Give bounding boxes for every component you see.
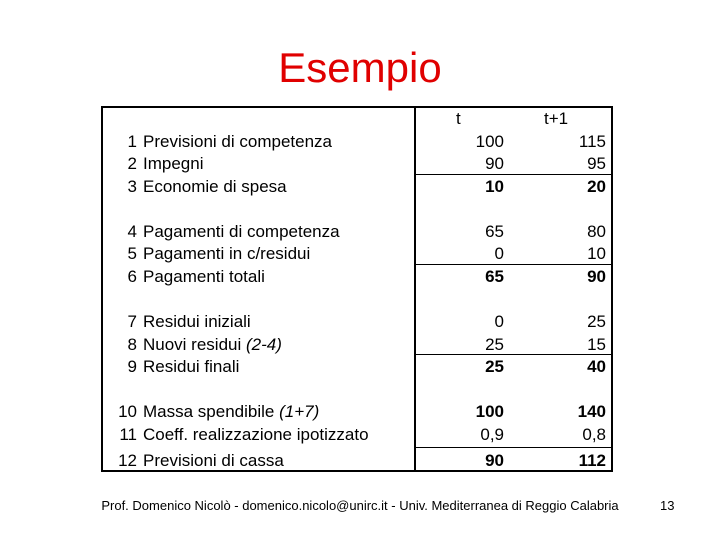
- row-label: [143, 176, 287, 198]
- table-row: [103, 243, 611, 265]
- row-number: 11: [119, 425, 137, 444]
- footer-credit: Prof. Domenico Nicolò - domenico.nicolo@unirc.it - Univ. Mediterranea di Reggio Calabria: [101, 498, 619, 513]
- row-number: 4: [127, 222, 137, 241]
- column-header-t1: t+1: [544, 109, 569, 128]
- row-label: [143, 266, 265, 288]
- cell-value-t: 25: [485, 335, 504, 354]
- table-row: [103, 131, 611, 153]
- table-row: [103, 401, 611, 423]
- cell-value-t: 100: [475, 132, 504, 151]
- row-label: [143, 424, 369, 446]
- cell-value-t: 0: [494, 312, 504, 331]
- sum-line-4: [416, 447, 612, 448]
- cell-value-t1: 115: [578, 132, 606, 151]
- cell-value-t: 0,9: [480, 425, 504, 444]
- column-header-t: t: [456, 109, 461, 128]
- cell-value-t: 65: [485, 267, 504, 286]
- row-label: [143, 131, 332, 153]
- row-label: [143, 401, 319, 423]
- cell-value-t1: 25: [587, 312, 606, 331]
- row-label: [143, 356, 239, 378]
- table-row: [103, 266, 611, 288]
- row-number: 2: [127, 154, 137, 173]
- row-label-text: Nuovi residui: [143, 335, 242, 354]
- cell-value-t1: 15: [587, 335, 606, 354]
- cell-value-t1: 95: [587, 154, 606, 173]
- row-number: 8: [127, 335, 137, 354]
- row-label: [143, 334, 282, 356]
- row-label-text: Pagamenti totali: [143, 267, 265, 286]
- table-row: [103, 176, 611, 198]
- cell-value-t: 0: [494, 244, 504, 263]
- row-label-text: Impegni: [143, 154, 204, 173]
- row-formula-note: (2-4): [246, 335, 282, 354]
- row-label-text: Massa spendibile: [143, 402, 275, 421]
- cell-value-t: 65: [485, 222, 504, 241]
- table-row: [103, 334, 611, 356]
- row-label: [143, 153, 203, 175]
- row-number: 3: [127, 177, 137, 196]
- cell-value-t1: 10: [587, 244, 606, 263]
- row-label-text: Previsioni di competenza: [143, 132, 332, 151]
- row-label-text: Previsioni di cassa: [143, 451, 284, 470]
- row-formula-note: (1+7): [279, 402, 320, 421]
- row-number: 9: [127, 357, 137, 376]
- cell-value-t: 90: [485, 154, 504, 173]
- row-number: 5: [127, 244, 137, 263]
- cell-value-t1: 80: [587, 222, 606, 241]
- cell-value-t: 25: [485, 357, 504, 376]
- row-number: 7: [127, 312, 137, 331]
- row-label: [143, 221, 340, 243]
- page-number: 13: [660, 498, 675, 513]
- cell-value-t1: 112: [578, 451, 606, 470]
- row-label-text: Residui finali: [143, 357, 240, 376]
- cell-value-t1: 140: [577, 402, 606, 421]
- row-label-text: Pagamenti di competenza: [143, 222, 340, 241]
- row-label-text: Economie di spesa: [143, 177, 287, 196]
- cell-value-t: 10: [485, 177, 504, 196]
- table-row: [103, 311, 611, 333]
- cell-value-t1: 90: [587, 267, 606, 286]
- cell-value-t: 100: [475, 402, 504, 421]
- cell-value-t: 90: [485, 451, 504, 470]
- table-row: [103, 356, 611, 378]
- row-number: 10: [118, 402, 137, 421]
- row-label-text: Coeff. realizzazione ipotizzato: [143, 425, 369, 444]
- row-label-text: Pagamenti in c/residui: [143, 244, 311, 263]
- row-label-text: Residui iniziali: [143, 312, 251, 331]
- cell-value-t1: 0,8: [582, 425, 606, 444]
- row-label: [143, 311, 251, 333]
- table-row: [103, 221, 611, 243]
- table-row: [103, 450, 611, 472]
- row-number: 1: [127, 132, 137, 151]
- cell-value-t1: 40: [587, 357, 606, 376]
- row-number: 12: [118, 451, 137, 470]
- row-label: [143, 243, 310, 265]
- row-number: 6: [127, 267, 137, 286]
- table-row: [103, 153, 611, 175]
- table-row: [103, 424, 611, 446]
- slide-title: Esempio: [278, 44, 442, 91]
- row-label: [143, 450, 284, 472]
- cell-value-t1: 20: [587, 177, 606, 196]
